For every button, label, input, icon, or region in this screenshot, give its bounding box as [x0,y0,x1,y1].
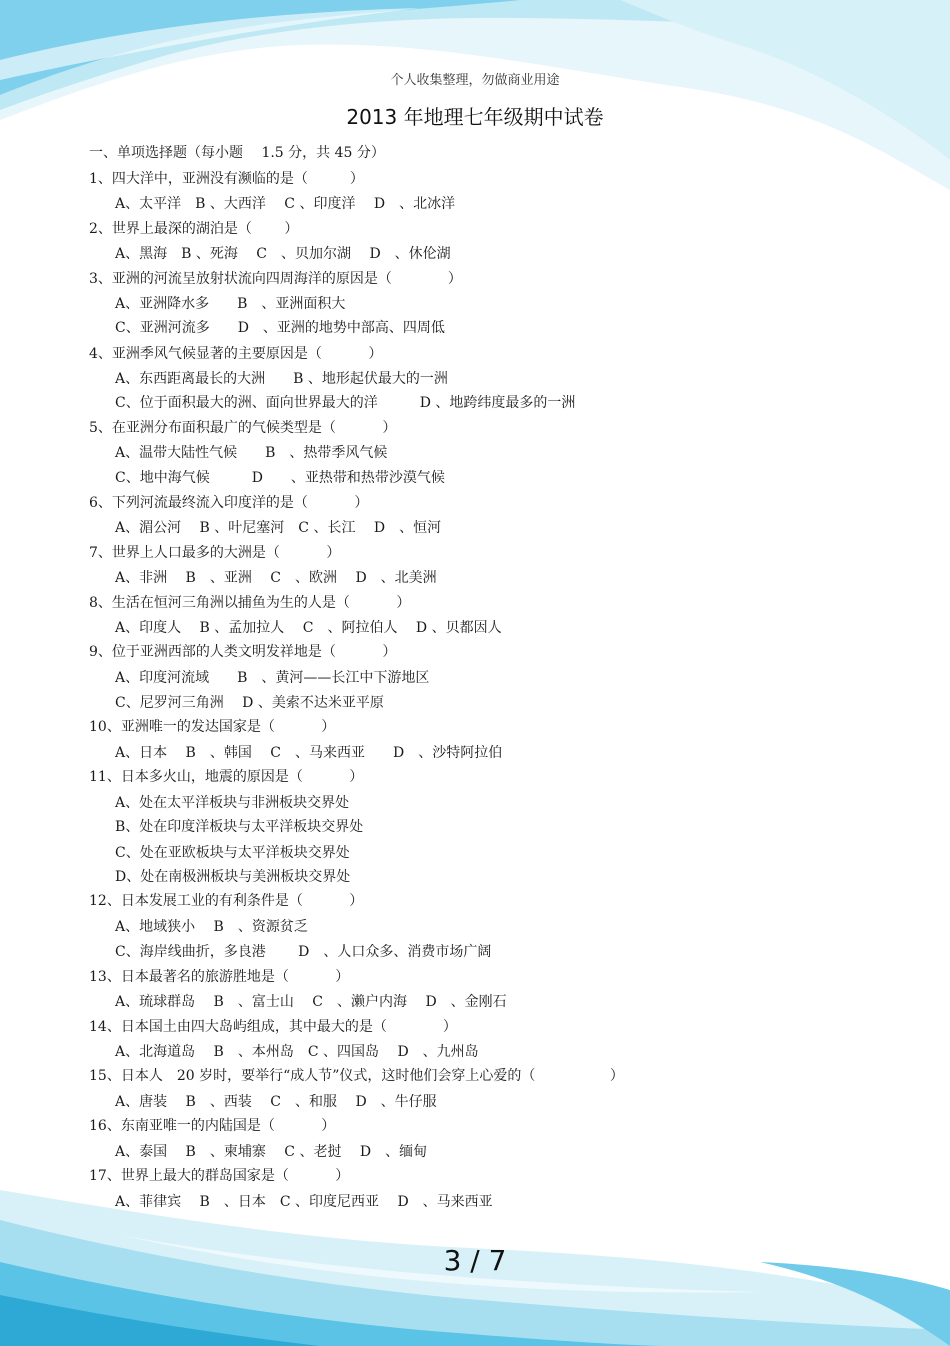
page-number: 3 / 7 [443,1244,507,1277]
question-options: C、亚洲河流多 D 、亚洲的地势中部高、四周低 [115,320,445,336]
question-options: A、亚洲降水多 B 、亚洲面积大 [115,296,346,312]
question-options: D、处在南极洲板块与美洲板块交界处 [115,869,351,885]
question-options: A、泰国 B 、柬埔寨 C 、老挝 D 、缅甸 [115,1144,428,1160]
question-stem: 17、世界上最大的群岛国家是（ ） [89,1168,350,1184]
question-stem: 15、日本人 20 岁时，要举行“成人节”仪式，这时他们会穿上心爱的（ ） [89,1068,624,1084]
question-options: A、琉球群岛 B 、富士山 C 、濑户内海 D 、金刚石 [115,994,507,1010]
question-options: A、温带大陆性气候 B 、热带季风气候 [115,445,388,461]
question-options: C、位于面积最大的洲、面向世界最大的洋 D 、地跨纬度最多的一洲 [115,395,576,411]
question-stem: 11、日本多火山，地震的原因是（ ） [89,769,364,785]
section-heading: 一、单项选择题（每小题 1.5 分，共 45 分） [89,145,385,161]
question-options: C、尼罗河三角洲 D 、美索不达米亚平原 [115,695,384,711]
question-stem: 6、下列河流最终流入印度洋的是（ ） [89,495,369,511]
header-note: 个人收集整理，勿做商业用途 [390,73,560,88]
question-stem: 13、日本最著名的旅游胜地是（ ） [89,969,350,985]
question-options: C、海岸线曲折，多良港 D 、人口众多、消费市场广阔 [115,944,492,960]
question-options: A、印度河流域 B 、黄河——长江中下游地区 [115,670,430,686]
question-stem: 14、日本国土由四大岛屿组成，其中最大的是（ ） [89,1019,457,1035]
question-options: A、地域狭小 B 、资源贫乏 [115,919,308,935]
question-stem: 10、亚洲唯一的发达国家是（ ） [89,719,336,735]
question-stem: 5、在亚洲分布面积最广的气候类型是（ ） [89,420,397,436]
question-options: A、印度人 B 、孟加拉人 C 、阿拉伯人 D 、贝都因人 [115,620,502,636]
question-options: A、日本 B 、韩国 C 、马来西亚 D 、沙特阿拉伯 [115,745,503,761]
question-options: A、东西距离最长的大洲 B 、地形起伏最大的一洲 [115,371,448,387]
page-title: 2013 年地理七年级期中试卷 [346,105,604,129]
question-options: C、处在亚欧板块与太平洋板块交界处 [115,845,350,861]
question-stem: 1、四大洋中，亚洲没有濒临的是（ ） [89,171,364,187]
question-options: A、黑海 B 、死海 C 、贝加尔湖 D 、休伦湖 [115,246,451,262]
question-stem: 8、生活在恒河三角洲以捕鱼为生的人是（ ） [89,595,411,611]
question-options: A、太平洋 B 、大西洋 C 、印度洋 D 、北冰洋 [115,196,456,212]
question-options: A、处在太平洋板块与非洲板块交界处 [115,795,350,811]
question-stem: 7、世界上人口最多的大洲是（ ） [89,545,341,561]
question-options: A、唐装 B 、西装 C 、和服 D 、牛仔服 [115,1094,437,1110]
question-stem: 3、亚洲的河流呈放射状流向四周海洋的原因是（ ） [89,271,462,287]
question-stem: 4、亚洲季风气候显著的主要原因是（ ） [89,346,383,362]
question-stem: 2、世界上最深的湖泊是（ ） [89,221,299,237]
question-stem: 9、位于亚洲西部的人类文明发祥地是（ ） [89,644,397,660]
question-options: C、地中海气候 D 、亚热带和热带沙漠气候 [115,470,445,486]
question-stem: 16、东南亚唯一的内陆国是（ ） [89,1118,336,1134]
question-options: A、湄公河 B 、叶尼塞河 C 、长江 D 、恒河 [115,520,442,536]
question-stem: 12、日本发展工业的有利条件是（ ） [89,893,364,909]
question-options: A、非洲 B 、亚洲 C 、欧洲 D 、北美洲 [115,570,437,586]
question-options: A、菲律宾 B 、日本 C 、印度尼西亚 D 、马来西亚 [115,1194,493,1210]
question-options: A、北海道岛 B 、本州岛 C 、四国岛 D 、九州岛 [115,1044,479,1060]
question-options: B、处在印度洋板块与太平洋板块交界处 [115,819,364,835]
